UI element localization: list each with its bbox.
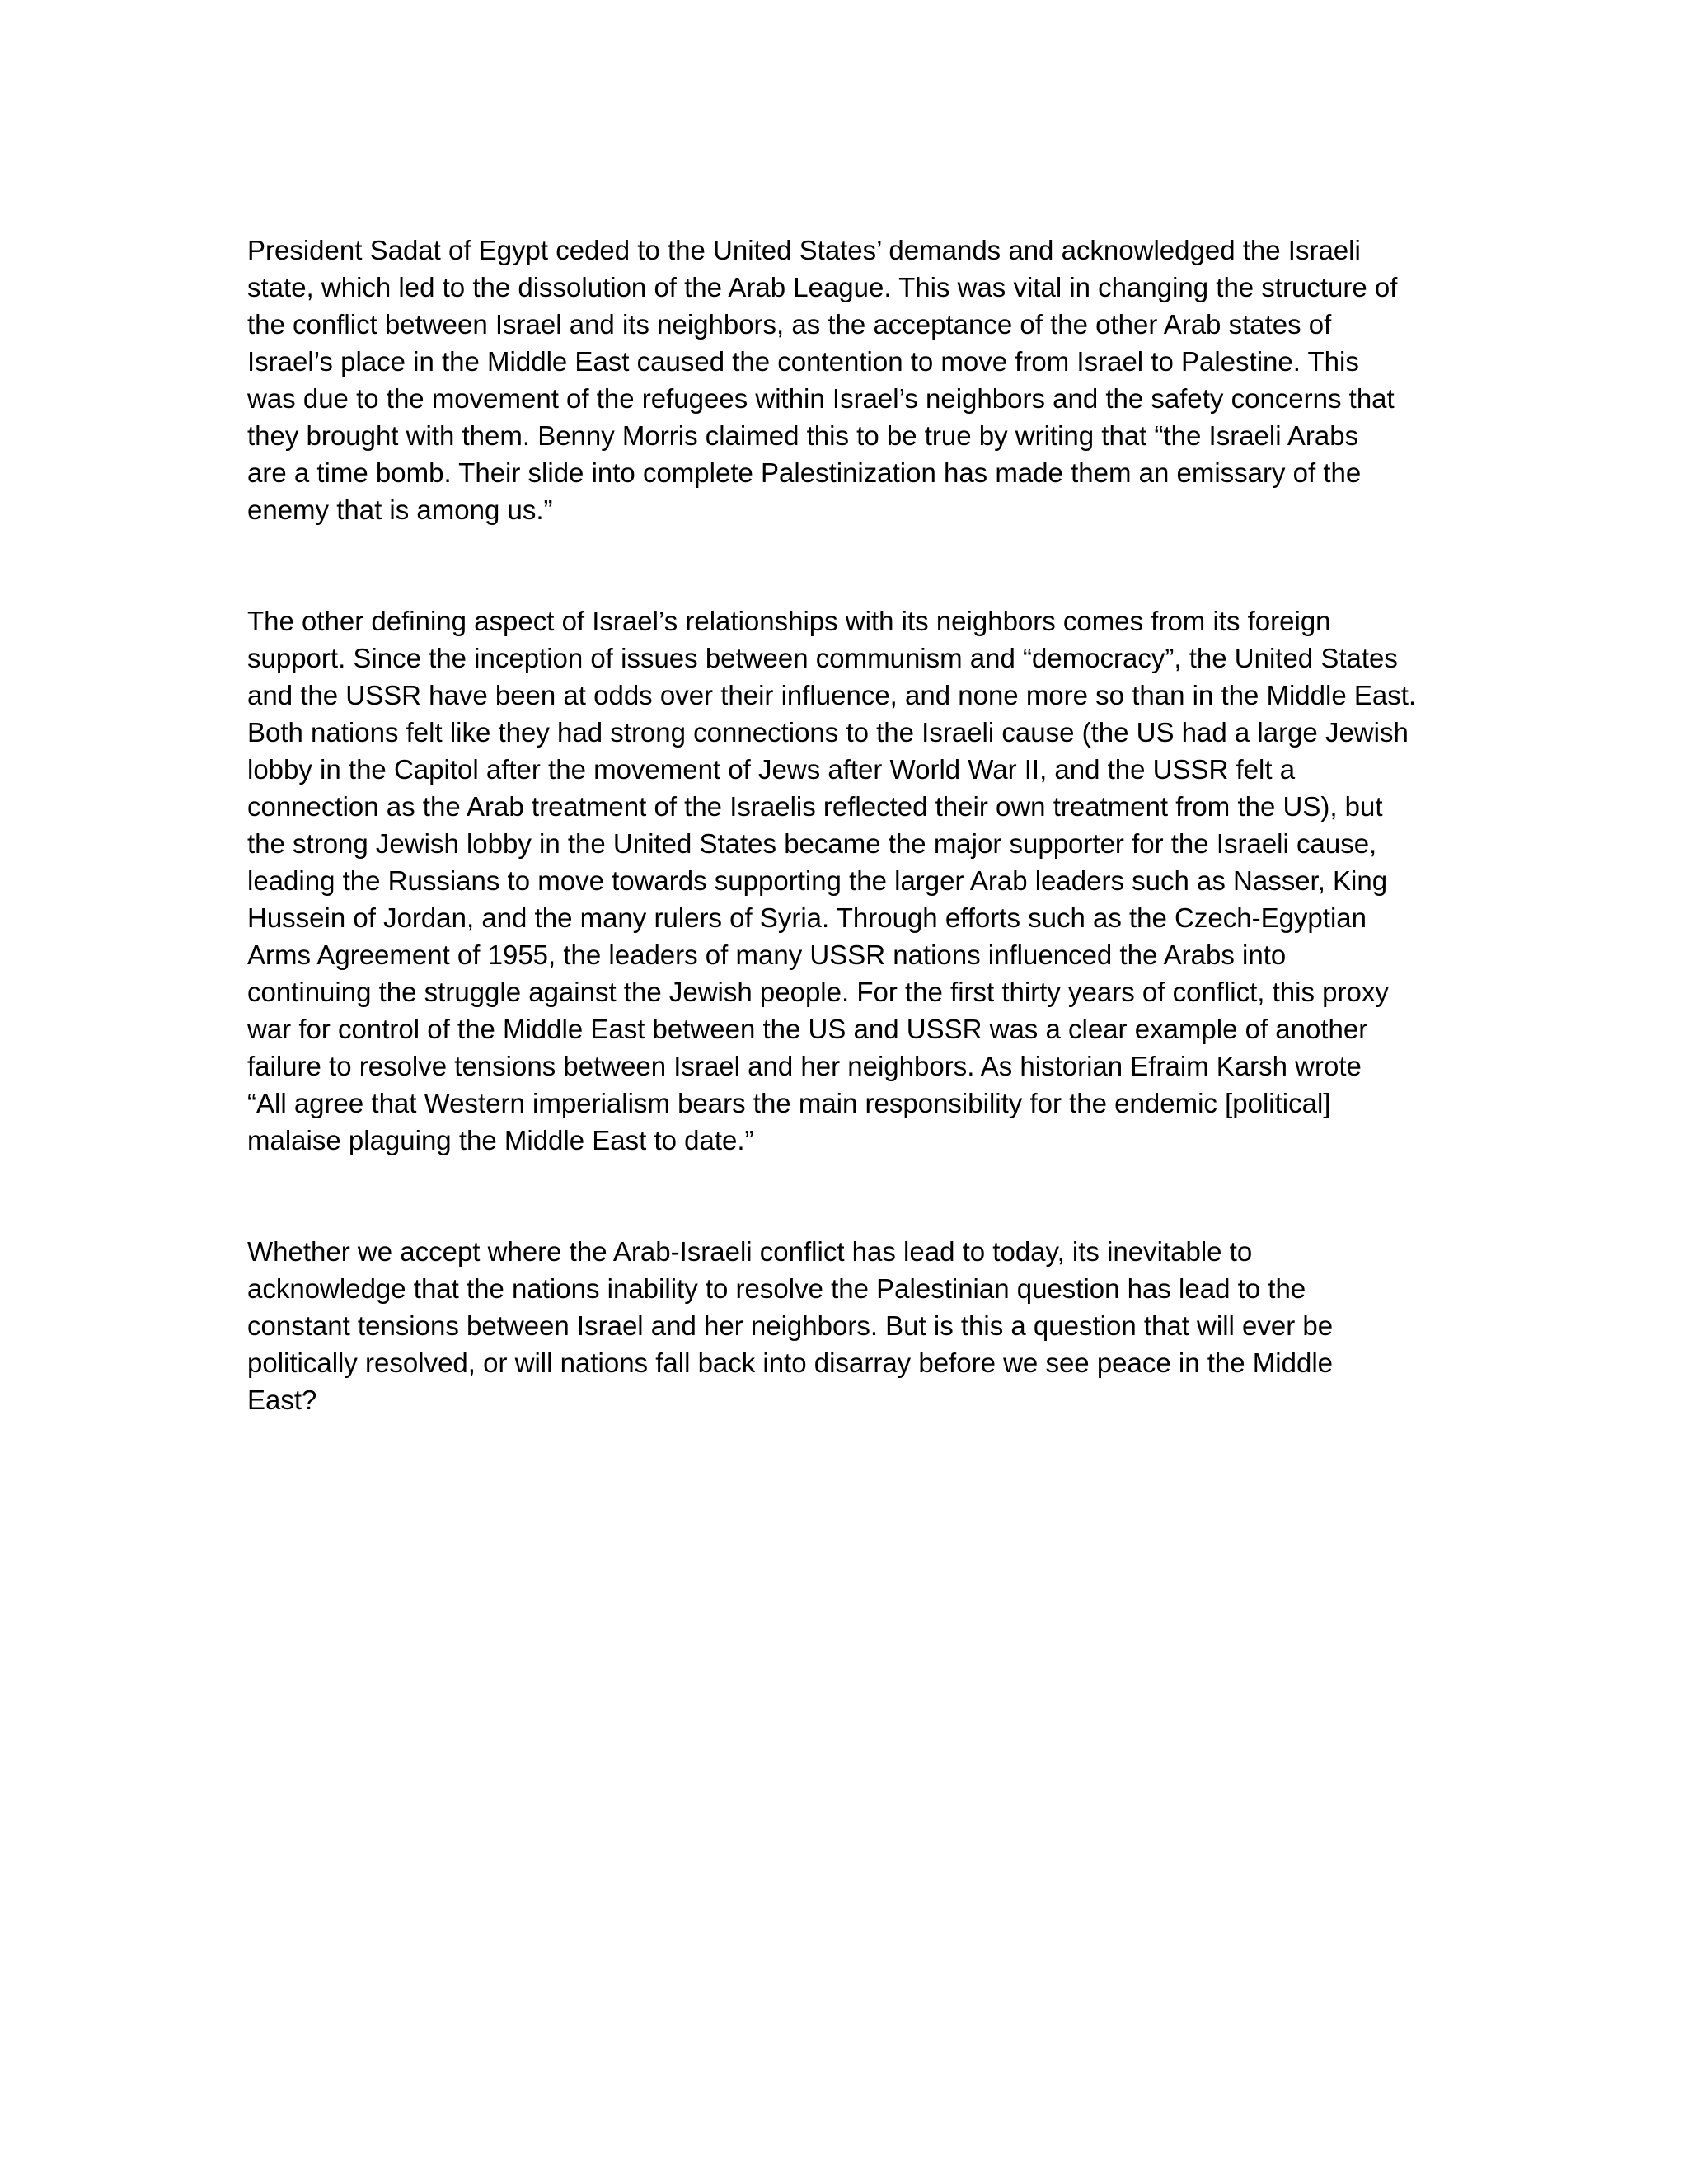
paragraph-conclusion: Whether we accept where the Arab-Israeli conflict has lead to today, its inevitable to acknowledge that the nations inability to resolve the Palestinian question has lead to the constant tensions between Israel and her neighbors. But is this a question that will ever be politically resolved, or will nations fall back into disarray before we see peace in the Middle East? (247, 1236, 1334, 1415)
paragraph-sadat-arab-league: President Sadat of Egypt ceded to the United States’ demands and acknowledged the Israeli state, which led to the dissolution of the Arab League. This was vital in changing the structure of the conflict between Israel and its neighbors, as the acceptance of the other Arab states of Israel’s place in the Middle East caused the contention to move from Israel to Palestine. This was due to the movement of the refugees within Israel’s neighbors and the safety concerns that they brought with them. Benny Morris claimed this to be true by writing that “the Israeli Arabs are a time bomb. Their slide into complete Palestinization has made them an emissary of the enemy that is among us.” (247, 235, 1398, 525)
paragraph-foreign-support: The other defining aspect of Israel’s relationships with its neighbors comes from its foreign support. Since the inception of issues between communism and “democracy”, the United States and the USSR have been at odds over their influence, and none more so than in the Middle East. Both nations felt like they had strong connections to the Israeli cause (the US had a large Jewish lobby in the Capitol after the movement of Jews after World War II, and the USSR felt a connection as the Arab treatment of the Israelis reflected their own treatment from the US), but the strong Jewish lobby in the United States became the major supporter for the Israeli cause, leading the Russians to move towards supporting the larger Arab leaders such as Nasser, King Hussein of Jordan, and the many rulers of Syria. Through efforts such as the Czech-Egyptian Arms Agreement of 1955, the leaders of many USSR nations influenced the Arabs into continuing the struggle against the Jewish people. For the first thirty years of conflict, this proxy war for control of the Middle East between the US and USSR was a clear example of another failure to resolve tensions between Israel and her neighbors. As historian Efraim Karsh wrote “All agree that Western imperialism bears the main responsibility for the endemic [political] malaise plaguing the Middle East to date.” (247, 606, 1417, 1155)
document-body (247, 194, 1451, 1455)
